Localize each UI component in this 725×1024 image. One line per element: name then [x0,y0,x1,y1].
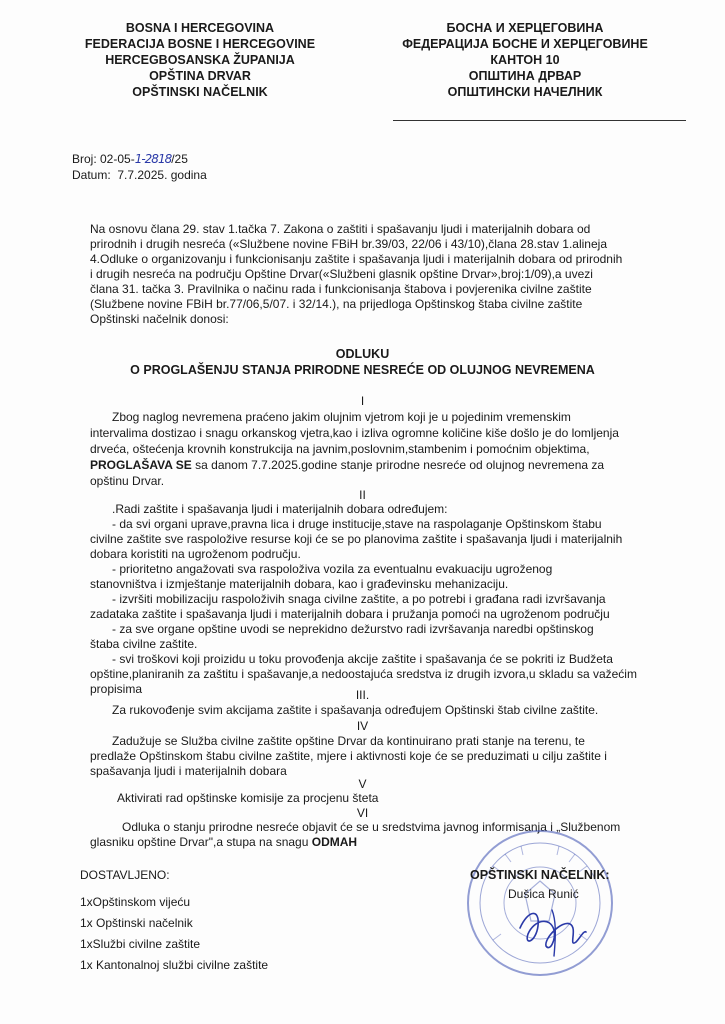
header-cyrillic-line: ОПШТИНА ДРВАР [468,69,582,83]
section-3-body: Za rukovođenje svim akcijama zaštite i spašavanja određujem Opštinski štab civilne zaštite. [112,703,599,717]
header-divider [393,120,686,121]
proclaim-bold: PROGLAŠAVA SE [90,458,192,472]
preamble-line: 4.Odluke o organizovanju i funkcionisanju zaštite i spašavanja ljudi i materijalnih dobara od prirodnih [90,252,623,266]
section-2-line: stanovništva i izmještanje materijalnih dobara, kao i građevinsku mehanizaciju. [90,577,509,591]
section-2-line: - prioritetno angažovati sva raspoloživa vozila za eventualnu evakuaciju ugroženog [112,562,553,576]
section-4-body [90,734,650,779]
delivery-heading: DOSTAVLJENO: [80,868,170,882]
signatory-title: OPŠTINSKI NAČELNIK: [470,868,610,882]
section-2-body [90,502,650,697]
section-numeral-3: III. [355,688,370,702]
preamble-line: Na osnovu člana 29. stav 1.tačka 7. Zakona o zaštiti i spašavanju ljudi i materijalnih dobara od [90,222,591,236]
reference-number-suffix: /25 [171,152,188,166]
handwritten-signature [510,890,590,960]
section-2-line: dobara koristiti na ugroženom području. [90,547,301,561]
header-cyrillic-line: ОПШТИНСКИ НАЧЕЛНИК [447,85,603,99]
section-5-body: Aktivirati rad opštinske komisije za procjenu šteta [117,791,379,805]
header-cyrillic-line: КАНТОН 10 [490,53,560,67]
section-2-line: .Radi zaštite i spašavanja ljudi i materijalnih dobara određujem: [112,502,448,516]
section-6-bold: ODMAH [311,835,358,849]
section-1-line: drveća, oštećenja krovnih konstrukcija na javnim,poslovnim,stambenim i pomoćnim objektima, [90,442,590,456]
decision-title: ODLUKU [335,347,390,361]
section-1-line: intervalima dostizao i snagu orkanskog vjetra,kao i izliva ogromne količine kiše došlo je do lomljenja [90,426,619,440]
section-2-line: štaba civilne zaštite. [90,637,198,651]
proclaim-rest: sa danom 7.7.2025.godine stanje prirodne nesreće od olujnog nevremena za [191,458,605,472]
section-6-line: Odluka o stanju prirodne nesreće objavit će se u sredstvima javnog informisanja i „Službenom [122,820,621,834]
date-value: 7.7.2025. godina [117,168,207,182]
section-2-line: - za sve organe opštine uvodi se neprekidno dežurstvo radi izvršavanja naredbi opštinskog [112,622,594,636]
header-latin-line: BOSNA I HERCEGOVINA [125,21,275,35]
section-2-line: - izvršiti mobilizaciju raspoloživih snaga civilne zaštite, a po potrebi i građana radi izvršavanja [112,592,606,606]
preamble-line: člana 31. tačka 3. Pravilnika o načinu rada i funkcionisanja štabova i povjerenika civilne zaštite [90,282,592,296]
reference-number-handwritten: 1-2818 [134,152,172,166]
signatory-name: Dušica Runić [508,887,579,901]
preamble-line: Opštinski načelnik donosi: [90,312,229,326]
header-latin-line: HERCEGBOSANSKA ŽUPANIJA [105,53,295,67]
delivery-item: 1xSlužbi civilne zaštite [80,937,201,951]
section-1-line: Zbog naglog nevremena praćeno jakim olujnim vjetrom koji je u pojedinim vremenskim [112,410,571,424]
section-numeral-6: VI [356,806,369,820]
section-2-line: propisima [90,682,143,696]
section-4-line: spašavanja ljudi i materijalnih dobara [90,764,287,778]
reference-number-prefix: Broj: 02-05- [72,152,135,166]
section-2-line: - da svi organi uprave,pravna lica i druge institucije,stave na raspolaganje Opštinskom štabu [112,517,602,531]
section-1-line-proclaim [90,457,650,473]
reference-number [72,152,188,166]
delivery-item: 1x Opštinski načelnik [80,916,193,930]
header-latin [80,20,320,100]
section-6-text: glasniku opštine Drvar",a stupa na snagu [90,835,312,849]
header-cyrillic-line: БОСНА И ХЕРЦЕГОВИНА [446,21,604,35]
header-latin-line: OPŠTINA DRVAR [149,69,251,83]
decision-subtitle: O PROGLAŠENJU STANJA PRIRODNE NESREĆE OD OLUJNOG NEVREMENA [130,363,595,377]
section-2-line: - svi troškovi koji proizidu u toku provođenja akcije zaštite i spašavanja će se pokriti iz Budžeta [112,652,613,666]
section-2-line: civilne zaštite sve raspoložive resurse koji će se po planovima zaštite i spašavanja ljudi i materijalnih [90,532,623,546]
section-numeral-2: II [359,488,366,502]
section-4-line: Zadužuje se Služba civilne zaštite opštine Drvar da kontinuirano prati stanje na terenu, te [112,734,585,748]
date-label: Datum: [72,168,111,182]
header-latin-line: OPŠTINSKI NAČELNIK [132,85,268,99]
section-2-line: zadataka zaštite i spašavanja ljudi i materijalnih dobara i pružanja pomoći na ugroženom području [90,607,610,621]
header-latin-line: FEDERACIJA BOSNE I HERCEGOVINE [84,37,316,51]
section-1-line: opštinu Drvar. [90,474,165,488]
section-numeral-1: I [360,394,365,408]
section-numeral-5: V [358,777,367,791]
reference-date [72,168,207,182]
preamble-line: i drugih nesreća na području Opštine Drvar(«Službeni glasnik opštine Drvar»,broj:1/09),a uvezi [90,267,593,281]
section-numeral-4: IV [356,719,369,733]
section-2-line: opštine,planiranih za zaštitu i spašavanje,a nedoostajuća sredstva iz drugih izvora,u skladu sa važećim [90,667,637,681]
preamble-line: prirodnih i drugih nesreća («Službene novine FBiH br.39/03, 22/06 i 43/10),člana 28.stav 1.alineja [90,237,607,251]
preamble-line: (Službene novine FBiH br.77/06,5/07. i 32/14.), na prijedloga Opštinskog štaba civilne zaštite [90,297,583,311]
preamble [90,222,650,327]
header-cyrillic [380,20,670,100]
header-cyrillic-line: ФЕДЕРАЦИЈА БОСНЕ И ХЕРЦЕГОВИНЕ [402,37,648,51]
section-4-line: predlaže Opštinskom štabu civilne zaštite, mjere i aktivnosti koje će se preduzimati u cilju zaštite i [90,749,607,763]
section-1-body [90,409,650,489]
delivery-item: 1xOpštinskom vijeću [80,895,191,909]
delivery-item: 1x Kantonalnoj službi civilne zaštite [80,958,269,972]
